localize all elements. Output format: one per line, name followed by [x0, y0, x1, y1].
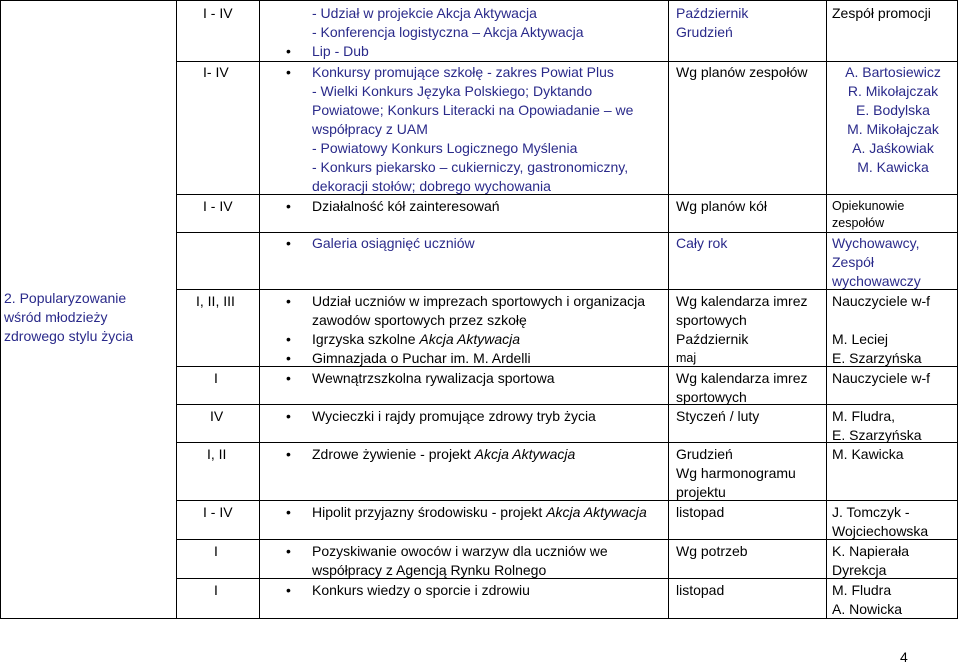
- activity-line: dekoracji stołów; dobrego wychowania: [312, 178, 551, 194]
- responsible-line: M. Kawicka: [857, 159, 929, 175]
- activity-line: Igrzyska szkolne Akcja Aktywacja: [312, 331, 520, 347]
- responsible-line: A. Nowicka: [832, 601, 903, 617]
- bullet-icon: •: [286, 64, 291, 80]
- period-cell: I: [214, 543, 218, 559]
- responsible-line: R. Mikołajczak: [847, 83, 939, 99]
- activity-line: - Konferencja logistyczna – Akcja Aktywacja: [312, 24, 584, 40]
- bullet-icon: •: [286, 350, 291, 366]
- activity-line: Pozyskiwanie owoców i warzyw dla uczniów we: [312, 543, 608, 559]
- responsible-line: A. Bartosiewicz: [845, 64, 941, 80]
- period-cell: IV: [210, 408, 224, 424]
- bullet-icon: •: [286, 293, 291, 309]
- term-line: Wg planów kół: [676, 198, 768, 214]
- responsible-line: J. Tomczyk -: [832, 504, 910, 520]
- bullet-icon: •: [286, 198, 291, 214]
- responsible-line: E. Szarzyńska: [832, 350, 922, 366]
- term-line: maj: [676, 351, 697, 365]
- responsible-line: Nauczyciele w-f: [832, 370, 931, 386]
- responsible-line: Zespół promocji: [832, 5, 931, 21]
- activity-line: Wewnątrzszkolna rywalizacja sportowa: [312, 370, 555, 386]
- responsible-line: Opiekunowie: [832, 199, 905, 213]
- activity-line: Wycieczki i rajdy promujące zdrowy tryb życia: [312, 408, 596, 424]
- responsible-line: Wychowawcy,: [832, 235, 920, 251]
- period-cell: I: [214, 370, 218, 386]
- responsible-line: Zespół: [832, 254, 875, 270]
- bullet-icon: •: [286, 235, 291, 251]
- responsible-line: Nauczyciele w-f: [832, 293, 931, 309]
- responsible-line: E. Szarzyńska: [832, 427, 922, 443]
- activity-line: Udział uczniów w imprezach sportowych i organizacja: [312, 293, 646, 309]
- term-line: Wg kalendarza imrez: [676, 370, 808, 386]
- term-line: Wg harmonogramu: [676, 465, 796, 481]
- activity-line: Galeria osiągnięć uczniów: [312, 235, 475, 251]
- bullet-icon: •: [286, 446, 291, 462]
- activity-line: Gimnazjada o Puchar im. M. Ardelli: [312, 350, 531, 366]
- responsible-line: A. Jaśkowiak: [852, 140, 934, 156]
- activity-line: Konkurs wiedzy o sporcie i zdrowiu: [312, 582, 530, 598]
- bullet-icon: •: [286, 543, 291, 559]
- activity-line: Zdrowe żywienie - projekt Akcja Aktywacja: [312, 446, 576, 462]
- bullet-icon: •: [286, 408, 291, 424]
- responsible-line: M. Fludra: [832, 582, 892, 598]
- section-label: 2. Popularyzowanie wśród młodzieży zdrowego stylu życia: [4, 290, 134, 344]
- term-line: Wg planów zespołów: [676, 64, 808, 80]
- responsible-line: zespołów: [832, 216, 885, 230]
- term-line: Cały rok: [676, 235, 728, 251]
- period-cell: I, II, III: [196, 293, 235, 309]
- responsible-line: M. Leciej: [832, 331, 889, 347]
- responsible-line: E. Bodylska: [856, 102, 930, 118]
- bullet-icon: •: [286, 43, 291, 59]
- responsible-line: M. Fludra,: [832, 408, 896, 424]
- activity-line: zawodów sportowych przez szkołę: [312, 312, 527, 328]
- activity-line: Hipolit przyjazny środowisku - projekt Akcja Aktywacja: [312, 504, 647, 520]
- term-line: Październik: [676, 331, 749, 347]
- term-line: listopad: [676, 504, 725, 520]
- activity-line: Lip - Dub: [312, 43, 369, 59]
- activity-line: Powiatowe; Konkurs Literacki na Opowiadanie – we: [312, 102, 634, 118]
- period-cell: I - IV: [203, 198, 233, 214]
- activity-line: współpracy z UAM: [312, 121, 428, 137]
- period-cell: I- IV: [203, 64, 229, 80]
- term-line: Grudzień: [676, 24, 733, 40]
- term-line: listopad: [676, 582, 725, 598]
- term-line: Wg potrzeb: [676, 543, 748, 559]
- term-line: Wg kalendarza imrez: [676, 293, 808, 309]
- responsible-line: Wojciechowska: [832, 523, 929, 539]
- period-cell: I - IV: [203, 5, 233, 21]
- term-line: Grudzień: [676, 446, 733, 462]
- responsible-line: M. Mikołajczak: [847, 121, 939, 137]
- bullet-icon: •: [286, 582, 291, 598]
- activity-line: Konkursy promujące szkołę - zakres Powiat Plus: [312, 64, 614, 80]
- bullet-icon: •: [286, 370, 291, 386]
- activity-line: Działalność kół zainteresowań: [312, 198, 500, 214]
- activity-line: - Powiatowy Konkurs Logicznego Myślenia: [312, 140, 578, 156]
- period-cell: I - IV: [203, 504, 233, 520]
- term-line: sportowych: [676, 389, 747, 405]
- period-cell: I: [214, 582, 218, 598]
- responsible-line: Dyrekcja: [832, 562, 887, 578]
- activity-line: - Udział w projekcie Akcja Aktywacja: [312, 5, 537, 21]
- period-cell: I, II: [207, 446, 227, 462]
- term-line: Styczeń / luty: [676, 408, 760, 424]
- activity-line: - Konkurs piekarsko – cukierniczy, gastronomiczny,: [312, 159, 629, 175]
- term-line: sportowych: [676, 312, 747, 328]
- term-line: projektu: [676, 484, 726, 500]
- responsible-line: wychowawczy: [832, 273, 921, 289]
- bullet-icon: •: [286, 331, 291, 347]
- responsible-line: M. Kawicka: [832, 446, 904, 462]
- responsible-line: K. Napierała: [832, 543, 910, 559]
- term-line: Październik: [676, 5, 749, 21]
- bullet-icon: •: [286, 504, 291, 520]
- page-number: 4: [900, 649, 908, 665]
- activity-line: - Wielki Konkurs Języka Polskiego; Dyktando: [312, 83, 593, 99]
- activity-line: współpracy z Agencją Rynku Rolnego: [312, 562, 547, 578]
